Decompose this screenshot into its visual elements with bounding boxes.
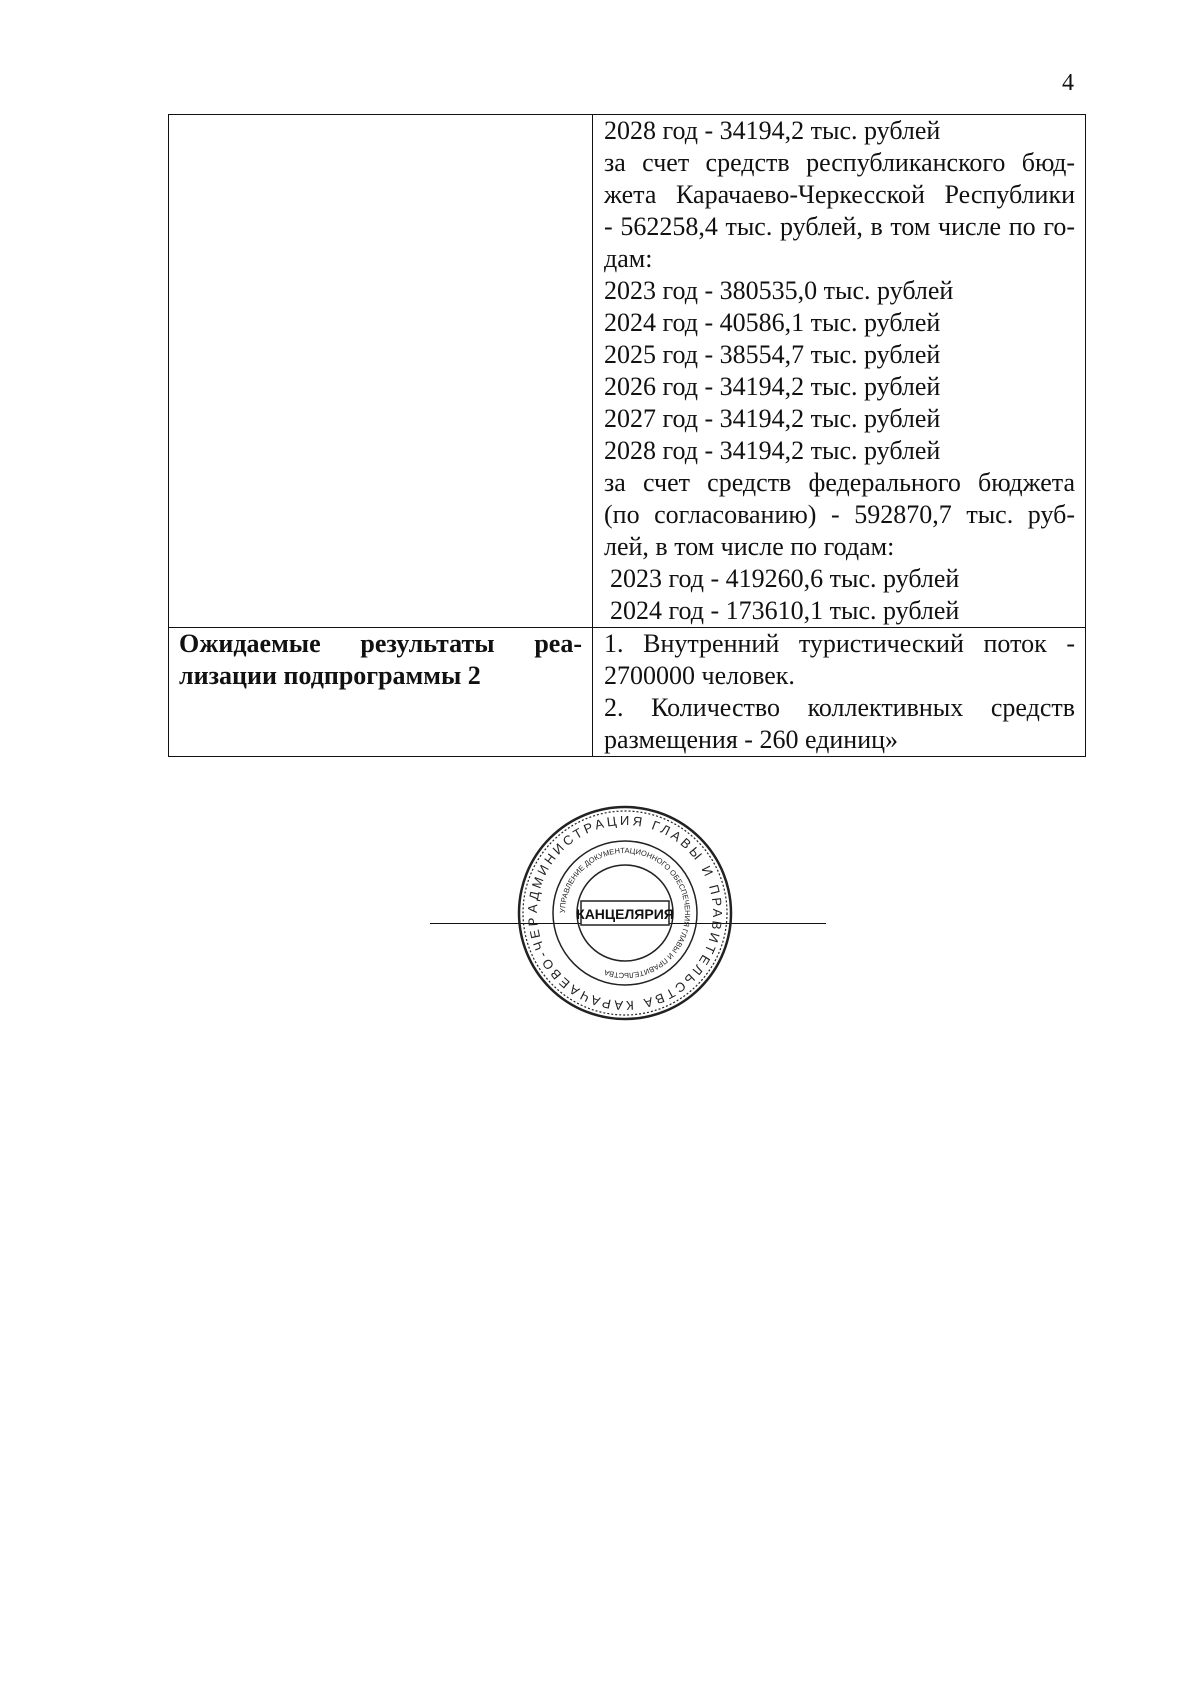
funding-line: 2027 год - 34194,2 тыс. рублей <box>604 404 941 433</box>
funding-line: 2026 год - 34194,2 тыс. рублей <box>604 372 941 401</box>
funding-line: лей, в том числе по годам: <box>604 532 895 561</box>
funding-line: за счет средств республиканского бюд- <box>604 148 1075 177</box>
stamp-center-text: КАНЦЕЛЯРИЯ <box>576 906 674 922</box>
funding-line: 2024 год - 40586,1 тыс. рублей <box>604 308 941 337</box>
funding-line: 2023 год - 380535,0 тыс. рублей <box>604 276 954 305</box>
label-line: лизации подпрограммы 2 <box>179 661 481 690</box>
funding-line: жета Карачаево-Черкесской Республики <box>604 180 1075 209</box>
page-number: 4 <box>1062 70 1074 96</box>
expected-results-cell <box>593 628 1086 757</box>
stamp-outer-text: АДМИНИСТРАЦИЯ ГЛАВЫ И ПРАВИТЕЛЬСТВА КАРАЧАЕВО-ЧЕР <box>524 812 726 1014</box>
funding-line: за счет средств федерального бюджета <box>604 468 1075 497</box>
table-row-funding <box>169 115 1086 628</box>
result-line: 1. Внутренний туристический поток - <box>604 629 1075 658</box>
funding-cell <box>593 115 1086 628</box>
result-line: 2. Количество коллективных средств <box>604 693 1075 722</box>
label-line: Ожидаемые результаты реа- <box>179 629 582 658</box>
stamp-seal-graphic <box>515 803 735 1023</box>
table-row-results <box>169 628 1086 757</box>
funding-line: (по согласованию) - 592870,7 тыс. руб- <box>604 500 1075 529</box>
result-line: размещения - 260 единиц» <box>604 725 899 754</box>
stamp-inner-text: УПРАВЛЕНИЕ ДОКУМЕНТАЦИОННОГО ОБЕСПЕЧЕНИЯ ГЛАВЫ И ПРАВИТЕЛЬСТВА <box>557 845 693 981</box>
funding-line: 2028 год - 34194,2 тыс. рублей <box>604 116 941 145</box>
official-stamp <box>515 803 735 1023</box>
subprogram-passport-table <box>168 114 1086 757</box>
funding-line: дам: <box>604 244 653 273</box>
funding-line: 2028 год - 34194,2 тыс. рублей <box>604 436 941 465</box>
funding-line: 2025 год - 38554,7 тыс. рублей <box>604 340 941 369</box>
result-line: 2700000 человек. <box>604 661 795 690</box>
funding-line: 2023 год - 419260,6 тыс. рублей <box>610 564 960 593</box>
funding-line: 2024 год - 173610,1 тыс. рублей <box>610 596 960 625</box>
left-cell-empty <box>169 115 593 628</box>
funding-line: - 562258,4 тыс. рублей, в том числе по го- <box>604 212 1075 241</box>
expected-results-label <box>169 628 593 757</box>
